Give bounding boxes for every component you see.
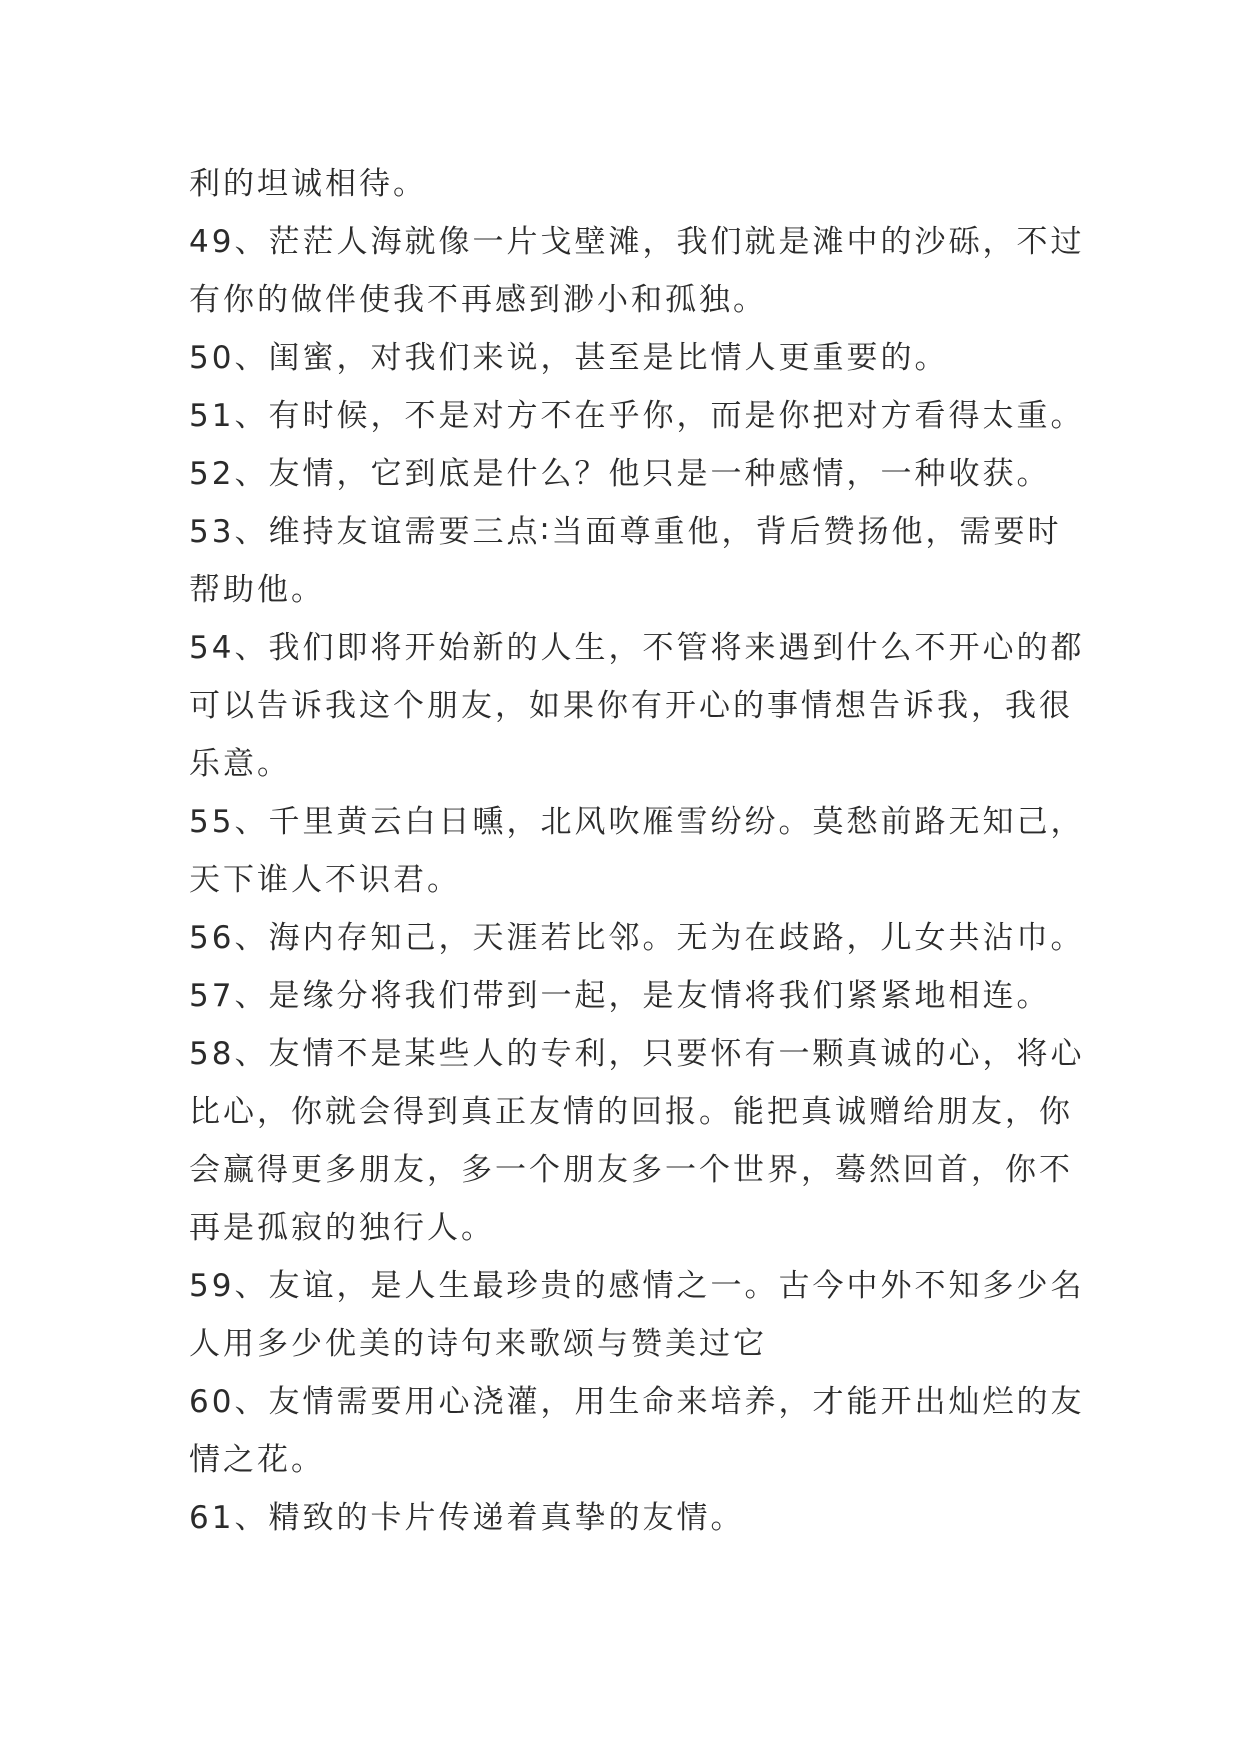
text-line: 58、友情不是某些人的专利，只要怀有一颗真诚的心，将心	[189, 1036, 1085, 1072]
text-line: 53、维持友谊需要三点∶当面尊重他，背后赞扬他，需要时	[189, 514, 1062, 550]
text-line: 52、友情，它到底是什么？他只是一种感情，一种收获。	[189, 456, 1051, 492]
text-line: 61、精致的卡片传递着真挚的友情。	[189, 1500, 745, 1536]
text-line: 56、海内存知己，天涯若比邻。无为在歧路，儿女共沾巾。	[189, 920, 1085, 956]
text-line: 天下谁人不识君。	[189, 862, 461, 898]
text-line: 会赢得更多朋友，多一个朋友多一个世界，蓦然回首，你不	[189, 1152, 1073, 1188]
text-line: 59、友谊，是人生最珍贵的感情之一。古今中外不知多少名	[189, 1268, 1085, 1304]
text-line: 55、千里黄云白日曛，北风吹雁雪纷纷。莫愁前路无知己，	[189, 804, 1085, 840]
text-line: 49、茫茫人海就像一片戈壁滩，我们就是滩中的沙砾，不过	[189, 224, 1085, 260]
text-line: 比心，你就会得到真正友情的回报。能把真诚赠给朋友，你	[189, 1094, 1073, 1130]
text-line: 60、友情需要用心浇灌，用生命来培养，才能开出灿烂的友	[189, 1384, 1085, 1420]
text-line: 乐意。	[189, 746, 291, 782]
document-body	[189, 155, 1085, 1547]
text-line: 57、是缘分将我们带到一起，是友情将我们紧紧地相连。	[189, 978, 1051, 1014]
text-line: 利的坦诚相待。	[189, 166, 427, 202]
text-line: 帮助他。	[189, 572, 325, 608]
text-line: 有你的做伴使我不再感到渺小和孤独。	[189, 282, 767, 318]
text-line: 人用多少优美的诗句来歌颂与赞美过它	[189, 1326, 767, 1362]
text-line: 再是孤寂的独行人。	[189, 1210, 495, 1246]
text-line: 54、我们即将开始新的人生，不管将来遇到什么不开心的都	[189, 630, 1085, 666]
text-line: 情之花。	[189, 1442, 325, 1478]
text-line: 可以告诉我这个朋友，如果你有开心的事情想告诉我，我很	[189, 688, 1073, 724]
text-line: 50、闺蜜，对我们来说，甚至是比情人更重要的。	[189, 340, 949, 376]
text-line: 51、有时候，不是对方不在乎你，而是你把对方看得太重。	[189, 398, 1085, 434]
